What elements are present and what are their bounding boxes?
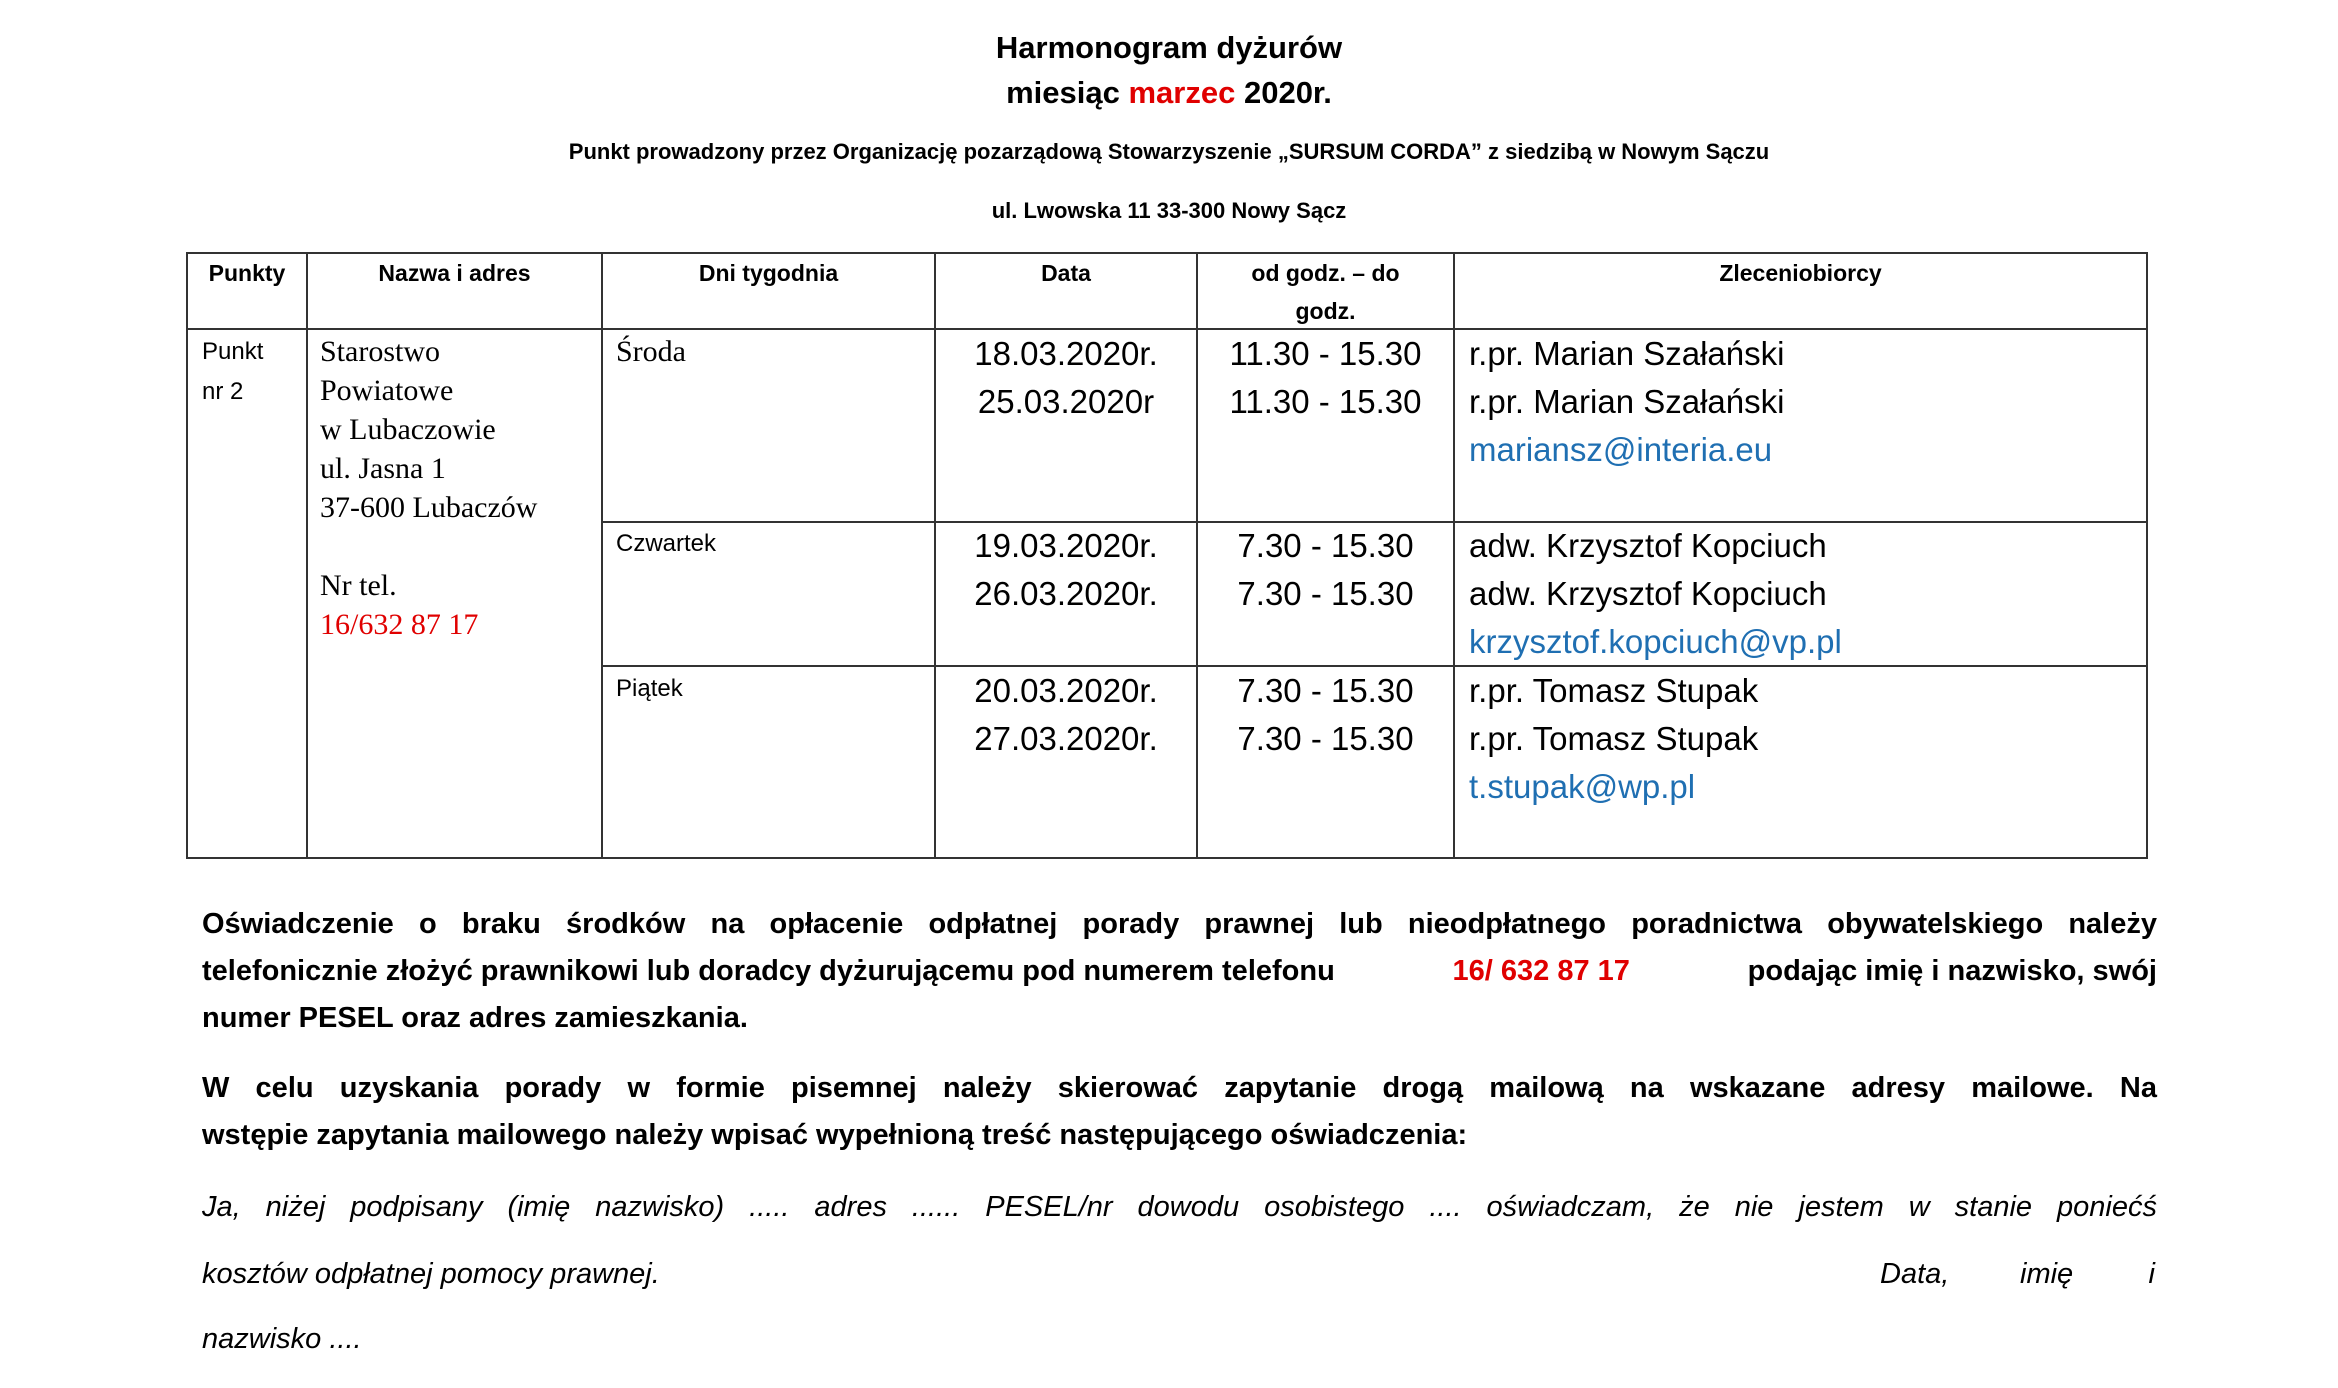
page-title <box>0 26 2338 70</box>
day-czwartek: Czwartek <box>616 530 717 557</box>
location-cell <box>320 332 537 644</box>
header-hours-line1: od godz. – do <box>1251 260 1400 286</box>
col-line-2 <box>601 252 603 859</box>
location-line4: ul. Jasna 1 <box>320 452 446 485</box>
hours: 11.30 - 15.30 <box>1229 383 1422 420</box>
declaration-line2 <box>202 1253 2157 1295</box>
location-line1: Starostwo <box>320 335 440 368</box>
person: r.pr. Marian Szałański <box>1469 335 1785 372</box>
hours: 11.30 - 15.30 <box>1229 335 1422 372</box>
date: 20.03.2020r. <box>974 672 1158 709</box>
notice1-line2-prefix: telefonicznie złożyć prawnikowi lub doradcy dyżurującemu pod numerem telefonu <box>202 955 1335 987</box>
phone-label: Nr tel. <box>320 569 397 602</box>
page-subtitle-month <box>0 71 2338 115</box>
date: 25.03.2020r <box>977 383 1155 420</box>
col-line-5 <box>1453 252 1455 859</box>
declaration-line3: nazwisko .... <box>202 1323 362 1355</box>
hours-row-3 <box>1198 667 1453 763</box>
people-row-2 <box>1469 522 1842 666</box>
organization-line: Punkt prowadzony przez Organizację pozarządową Stowarzyszenie „SURSUM CORDA” z siedzibą w Nowym Sączu <box>568 139 1770 164</box>
notice1-line2-suffix: podając imię i nazwisko, swój <box>1747 955 2157 987</box>
notice-email-instructions <box>202 1065 2157 1159</box>
declaration-i-label: i <box>2148 1258 2155 1290</box>
declaration-line1: Ja, niżej podpisany (imię nazwisko) ..... adres ...... PESEL/nr dowodu osobistego .... oświadczam, że nie jestem w stanie poniećś <box>202 1191 2157 1223</box>
people-row-1 <box>1469 330 1784 474</box>
header-dni: Dni tygodnia <box>698 260 839 286</box>
date: 27.03.2020r. <box>974 720 1158 757</box>
location-line2: Powiatowe <box>320 374 454 407</box>
notice1-line2 <box>202 948 2157 995</box>
phone-number: 16/632 87 17 <box>320 608 479 641</box>
hours: 7.30 - 15.30 <box>1237 527 1414 564</box>
date: 18.03.2020r. <box>974 335 1158 372</box>
header-hours-line2: godz. <box>1295 298 1356 324</box>
location-line5: 37-600 Lubaczów <box>320 491 538 524</box>
day-sroda: Środa <box>616 335 686 368</box>
notice-phone-declaration <box>202 901 2157 1042</box>
hours-row-2 <box>1198 522 1453 618</box>
hours: 7.30 - 15.30 <box>1237 720 1414 757</box>
dates-row-2 <box>936 522 1196 618</box>
title-month: marzec <box>1128 75 1236 110</box>
hours: 7.30 - 15.30 <box>1237 672 1414 709</box>
organization-address: ul. Lwowska 11 33-300 Nowy Sącz <box>991 198 1347 223</box>
schedule-table <box>186 252 2146 857</box>
hours: 7.30 - 15.30 <box>1237 575 1414 612</box>
day-piatek: Piątek <box>616 675 683 702</box>
col-line-6 <box>2146 252 2148 859</box>
people-row-3 <box>1469 667 1758 811</box>
punkt-cell <box>202 332 263 412</box>
dates-row-1 <box>936 330 1196 426</box>
punkt-line2: nr 2 <box>202 378 244 405</box>
col-line-0 <box>186 252 188 859</box>
person: adw. Krzysztof Kopciuch <box>1469 527 1827 564</box>
date: 26.03.2020r. <box>974 575 1158 612</box>
header-punkty: Punkty <box>208 260 286 286</box>
notice1-line3: numer PESEL oraz adres zamieszkania. <box>202 1002 748 1034</box>
person: r.pr. Tomasz Stupak <box>1469 672 1759 709</box>
hours-row-1 <box>1198 330 1453 426</box>
title-line-1: Harmonogram dyżurów <box>995 30 1343 65</box>
email-link[interactable]: mariansz@interia.eu <box>1469 431 1773 468</box>
declaration-data-label: Data, <box>1880 1258 1950 1290</box>
col-line-1 <box>306 252 308 859</box>
punkt-line1: Punkt <box>202 338 264 365</box>
email-link[interactable]: t.stupak@wp.pl <box>1469 768 1696 805</box>
declaration-imie-label: imię <box>2020 1258 2074 1290</box>
title-year: 2020r. <box>1243 75 1332 110</box>
header-data: Data <box>1041 260 1091 286</box>
header-nazwa: Nazwa i adres <box>378 260 531 286</box>
email-link[interactable]: krzysztof.kopciuch@vp.pl <box>1469 623 1842 660</box>
person: r.pr. Marian Szałański <box>1469 383 1785 420</box>
location-line3: w Lubaczowie <box>320 413 496 446</box>
header-zleceniobiorcy: Zleceniobiorcy <box>1719 260 1882 286</box>
header-hours <box>1198 254 1453 330</box>
notice1-line1 <box>202 901 2157 948</box>
notice2-line1: W celu uzyskania porady w formie pisemnej należy skierować zapytanie drogą mailową na wskazane adresy mailowe. Na <box>202 1072 2157 1104</box>
notice2-line2: wstępie zapytania mailowego należy wpisać wypełnioną treść następującego oświadczenia: <box>202 1119 1468 1151</box>
person: adw. Krzysztof Kopciuch <box>1469 575 1827 612</box>
declaration-line2-left: kosztów odpłatnej pomocy prawnej. <box>202 1258 660 1290</box>
table-border-bottom <box>186 857 2148 859</box>
notice1-phone: 16/ 632 87 17 <box>1452 955 1630 987</box>
title-prefix: miesiąc <box>1006 75 1120 110</box>
person: r.pr. Tomasz Stupak <box>1469 720 1759 757</box>
notice1-line1-text: Oświadczenie o braku środków na opłacenie odpłatnej porady prawnej lub nieodpłatnego poradnictwa obywatelskiego należy <box>202 908 2157 940</box>
dates-row-3 <box>936 667 1196 763</box>
date: 19.03.2020r. <box>974 527 1158 564</box>
